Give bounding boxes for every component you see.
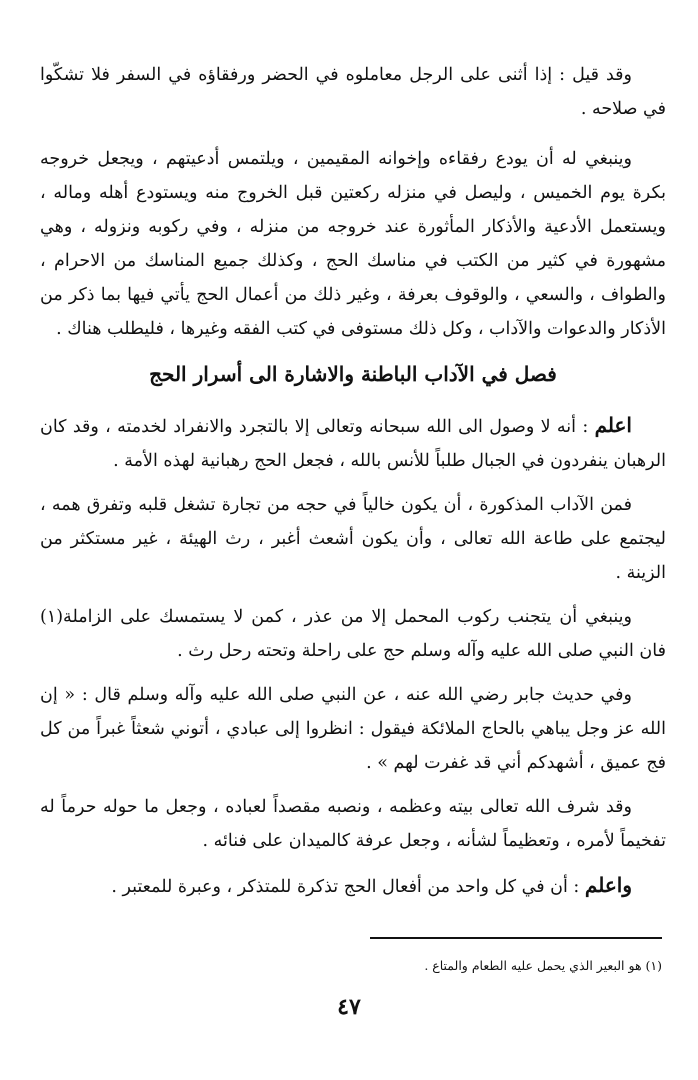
paragraph-lead: واعلم: [584, 873, 632, 897]
footnote-divider: [370, 937, 662, 939]
paragraph-section-6: [40, 868, 666, 904]
footnote: (١) هو البعير الذي يحمل عليه الطعام والمتاع .: [424, 958, 662, 973]
page-body: [40, 58, 666, 914]
section-heading: فصل في الآداب الباطنة والاشارة الى أسرار الحج: [149, 362, 557, 386]
paragraph-section-1: [40, 408, 666, 478]
paragraph-lead: اعلم: [594, 413, 632, 437]
paragraph-text: وينبغي أن يتجنب ركوب المحمل إلا من عذر ، كمن لا يستمسك على الزاملة(١) فان النبي صلى الله عليه وآله وسلم حج على راحلة وتحته رحل رث .: [40, 607, 666, 661]
paragraph-section-2: [40, 488, 666, 590]
paragraph-text: : أن في كل واحد من أفعال الحج تذكرة للمتذكر ، وعبرة للمعتبر .: [111, 877, 580, 897]
paragraph-section-3: [40, 600, 666, 668]
paragraph-text: : أنه لا وصول الى الله سبحانه وتعالى إلا بالتجرد والانفراد لخدمته ، وقد كان الرهبان ينفردون في الجبال طلباً للأنس بالله ، فجعل الحج رهبانية لهذه الأمة .: [40, 417, 666, 471]
paragraph-text: فمن الآداب المذكورة ، أن يكون خالياً في حجه من تجارة تشغل قلبه وتفرق همه ، ليجتمع على طاعة الله تعالى ، وأن يكون أشعث أغبر ، رث الهيئة ، غير مستكثر من الزينة .: [40, 495, 666, 583]
paragraph-intro: وقد قيل : إذا أثنى على الرجل معاملوه في الحضر ورفقاؤه في السفر فلا تشكّوا في صلاحه .: [40, 65, 666, 119]
paragraph-section-4: [40, 678, 666, 780]
paragraph-text: وقد شرف الله تعالى بيته وعظمه ، ونصبه مقصداً لعباده ، وجعل ما حوله حرماً له تفخيماً لأمره ، وتعظيماً لشأنه ، وجعل عرفة كالميدان على فنائه .: [40, 797, 666, 851]
page-number: ٤٧: [337, 994, 361, 1020]
paragraph-text: وفي حديث جابر رضي الله عنه ، عن النبي صلى الله عليه وآله وسلم قال : « إن الله عز وجل يباهي بالحاج الملائكة فيقول : انظروا إلى عبادي ، أتوني شعثاً غبراً من كل فج عميق ، أشهدكم أني قد غفرت لهم » .: [40, 685, 666, 773]
paragraph-farewell: وينبغي له أن يودع رفقاءه وإخوانه المقيمين ، ويلتمس أدعيتهم ، ويجعل خروجه بكرة يوم الخميس ، وليصل في منزله ركعتين قبل الخروج منه ويستودع أهله وماله ، ويستعمل الأدعية والأذكار المأثورة عند خروجه من منزله ، وفي ركوبه ونزوله ، وهي مشهورة في كثير من الكتب في مناسك الحج ، وكذلك جميع المناسك من الاحرام ، والطواف ، والسعي ، والوقوف بعرفة ، وغير ذلك من أعمال الحج يأتي فيها بما ذكر من الأذكار والدعوات والآداب ، وكل ذلك مستوفى في كتب الفقه وغيرها ، فليطلب هناك .: [40, 149, 666, 339]
paragraph-section-5: [40, 790, 666, 858]
